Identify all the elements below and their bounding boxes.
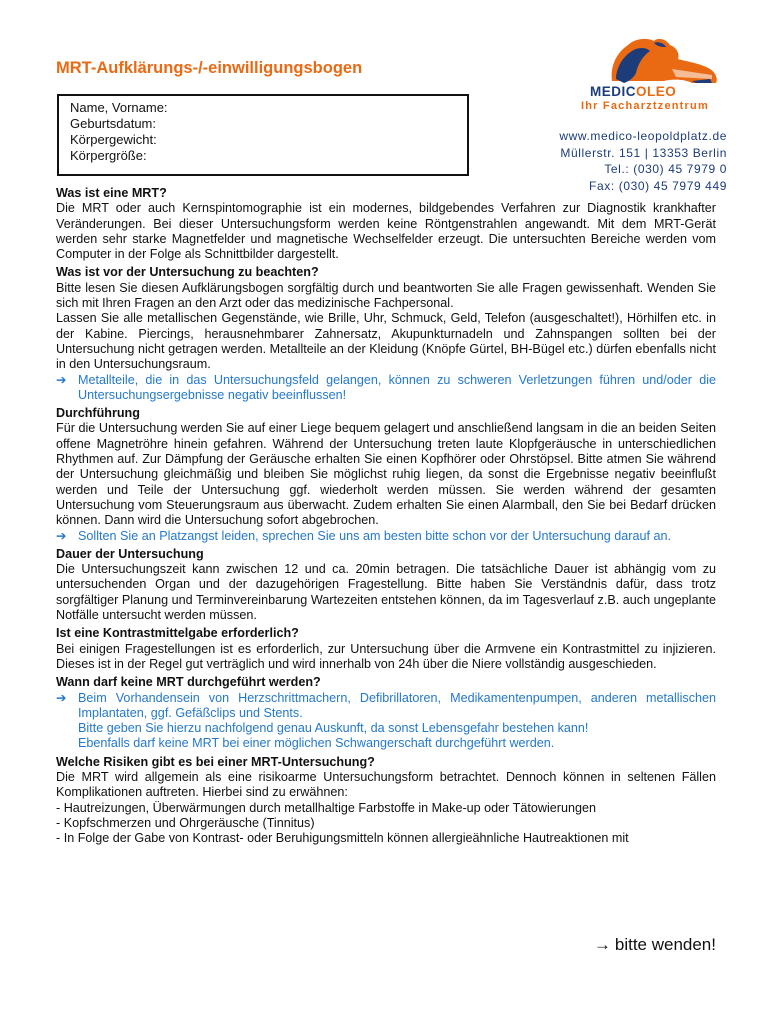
section-text-durchfuehrung: Für die Untersuchung werden Sie auf einer Liege bequem gelagert und anschließend langsam in die an beiden Seiten offene Magnetröhre hinein gefahren. Während der Untersuchung treten laute Klopfgeräusche in unterschiedlichen Rhythmen auf. Zur Dämpfung der Geräusche erhalten Sie einen Kopfhörer oder Ohrstöpsel. Bitte atmen Sie während der Untersuchung gleichmäßig und bleiben Sie möglichst ruhig liegen, da sonst die Ergebnisse negativ beeinflußt werden und Teile der Untersuchung ggf. wiederholt werden müssen. Sie werden während der gesamten Untersuchung vom Steuerungsraum aus überwacht. Zudem erhalten Sie einen Alarmball, den Sie bei Bedarf drücken können. Dann wird die Untersuchung sofort abgebrochen.: [56, 421, 716, 528]
section-text-was-ist: Die MRT oder auch Kernspintomographie ist ein modernes, bildgebendes Verfahren zur Diagnostik krankhafter Veränderungen. Bei dieser Untersuchungsform werden keine Röntgenstrahlen angewandt. Mit dem MRT-Gerät werden sehr starke Magnetfelder und magnetische Wechselfelder erzeugt. Die untersuchten Bereiche werden vom Computer in der Folge als Schnittbilder dargestellt.: [56, 201, 716, 262]
document-title: MRT-Aufklärungs-/-einwilligungsbogen: [56, 59, 363, 77]
section-text-kontrast: Bei einigen Fragestellungen ist es erforderlich, zur Untersuchung über die Armvene ein Kontrastmittel zu injizieren. Dieses ist in der Regel gut verträglich und wird innerhalb von 24h über die Niere vollständig ausgeschieden.: [56, 641, 716, 671]
section-text-vor-der-2: Lassen Sie alle metallischen Gegenstände, wie Brille, Uhr, Schmuck, Geld, Telefon (ausgeschaltet!), Hörhilfen etc. in der Kabine. Piercings, herausnehmbarer Zahnersatz, Akupunkturnadeln und Zahnspangen sollten bei der Untersuchung nicht getragen werden. Metallteile an der Kleidung (Knöpfe Gürtel, BH-Bügel etc.) dürfen ebenfalls nicht in den Untersuchungsraum.: [56, 311, 716, 372]
turn-page-hint: [590, 935, 716, 955]
arrow-right-icon: ➔: [56, 528, 67, 543]
section-heading-wann-nicht: Wann darf keine MRT durchgeführt werden?: [56, 675, 321, 690]
arrow-right-icon: →: [593, 935, 611, 954]
list-item: - In Folge der Gabe von Kontrast- oder Beruhigungsmitteln können allergieähnliche Hautreaktionen mit: [56, 831, 629, 846]
name-field-label: Name, Vorname:: [70, 100, 168, 115]
arrow-right-icon: ➔: [56, 372, 67, 387]
warning-note-metal: ➔ Metallteile, die in das Untersuchungsfeld gelangen, können zu schweren Verletzungen führen und/oder die Untersuchungsergebnisse negativ beeinflussen!: [56, 372, 716, 402]
section-heading-durchfuehrung: Durchführung: [56, 406, 140, 421]
list-item: - Kopfschmerzen und Ohrgeräusche (Tinnitus): [56, 815, 315, 830]
address: Müllerstr. 151 | 13353 Berlin: [560, 145, 727, 160]
turn-page-text: bitte wenden!: [614, 935, 716, 954]
document-body: [56, 186, 716, 846]
brand-tagline: Ihr Facharztzentrum: [581, 100, 709, 112]
section-text-dauer: Die Untersuchungszeit kann zwischen 12 und ca. 20min betragen. Die tatsächliche Dauer ist abhängig vom zu untersuchenden Organ und der dazugehörigen Fragestellung. Bitte haben Sie Verständnis dafür, dass trotz sorgfältiger Planung und Terminvereinbarung Wartezeiten entstehen können, da im Tagesverlauf z.B. auch ungeplante Notfälle untersucht werden müssen.: [56, 562, 716, 623]
section-heading-vor-der: Was ist vor der Untersuchung zu beachten?: [56, 265, 319, 280]
section-heading-was-ist: Was ist eine MRT?: [56, 186, 167, 200]
section-heading-risiken: Welche Risiken gibt es bei einer MRT-Untersuchung?: [56, 754, 375, 769]
risk-list: [56, 801, 716, 847]
contraindication-note: ➔ Beim Vorhandensein von Herzschrittmachern, Defibrillatoren, Medikamentenpumpen, anderen metallischen Implantaten, ggf. Gefäßclips und Stents. Bitte geben Sie hierzu nachfolgend genau Auskunft, da sonst Lebensgefahr bestehen kann! Ebenfalls darf keine MRT bei einer möglichen Schwangerschaft durchgeführt werden.: [56, 690, 716, 751]
height-field-label: Körpergröße:: [70, 148, 147, 163]
fax: Fax: (030) 45 7979 449: [589, 178, 727, 193]
arrow-right-icon: ➔: [56, 690, 67, 705]
brand-logo-text: MEDICOLEO: [590, 84, 677, 99]
note-platzangst: ➔ Sollten Sie an Platzangst leiden, sprechen Sie uns am besten bitte schon vor der Untersuchung darauf an.: [56, 528, 671, 543]
contact-block: [559, 128, 727, 194]
section-heading-kontrast: Ist eine Kontrastmittelgabe erforderlich?: [56, 626, 299, 641]
website-link[interactable]: www.medico-leopoldplatz.de: [559, 129, 727, 143]
phone: Tel.: (030) 45 7979 0: [604, 162, 727, 176]
patient-info-box[interactable]: [57, 94, 469, 176]
section-text-vor-der-1: Bitte lesen Sie diesen Aufklärungsbogen sorgfältig durch und beantworten Sie alle Fragen gewissenhaft. Wenden Sie sich mit Ihren Fragen an den Arzt oder das medizinische Fachpersonal.: [56, 280, 716, 311]
birthdate-field-label: Geburtsdatum:: [70, 116, 156, 131]
section-heading-dauer: Dauer der Untersuchung: [56, 546, 204, 561]
list-item: - Hautreizungen, Überwärmungen durch metallhaltige Farbstoffe in Make-up oder Tätowierungen: [56, 800, 596, 815]
section-text-risiken: Die MRT wird allgemein als eine risikoarme Untersuchungsform betrachtet. Dennoch können in seltenen Fällen Komplikationen auftreten. Hierbei sind zu erwähnen:: [56, 769, 716, 800]
weight-field-label: Körpergewicht:: [70, 132, 157, 147]
